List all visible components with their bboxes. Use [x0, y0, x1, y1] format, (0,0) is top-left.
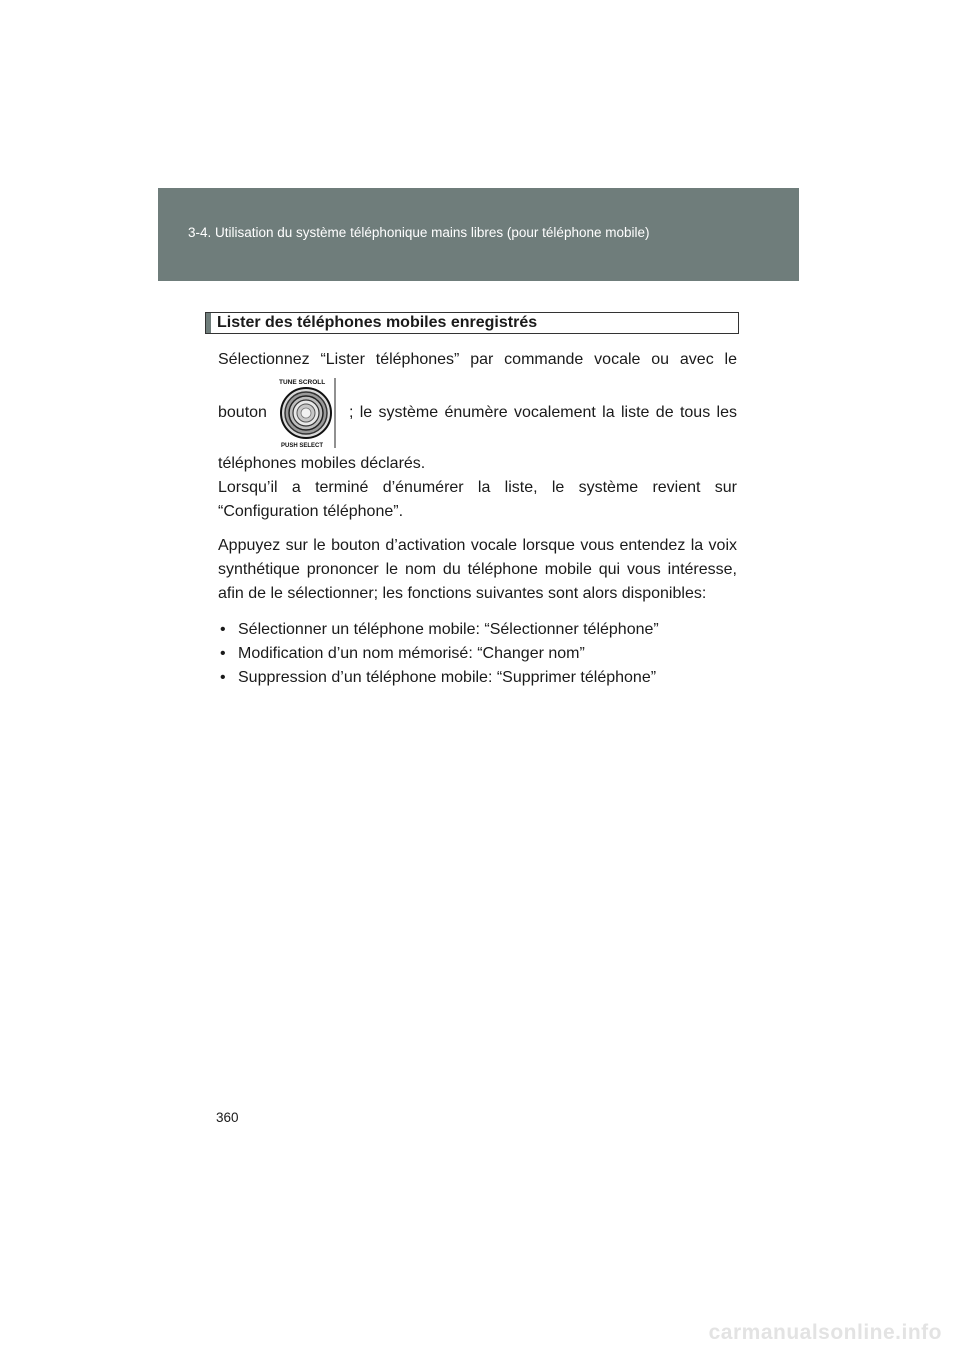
paragraph-1-line-3: téléphones mobiles déclarés. [218, 455, 426, 472]
section-title: Lister des téléphones mobiles enregistrés [217, 314, 538, 331]
paragraph-1-before-knob: bouton [218, 404, 267, 421]
chapter-header-band [158, 188, 799, 281]
paragraph-1-knob-line [218, 376, 737, 450]
section-heading-box [205, 312, 739, 334]
bullet-glyph: • [220, 645, 226, 662]
list-item-text: Sélectionner un téléphone mobile: “Sélectionner téléphone” [238, 621, 659, 638]
body-content [218, 348, 737, 690]
bullet-glyph: • [220, 621, 226, 638]
knob-top-label: TUNE SCROLL [278, 379, 326, 386]
knob-bottom-label: PUSH SELECT [280, 443, 323, 449]
paragraph-2: Lorsqu’il a terminé d’énumérer la liste, le système revient sur “Configuration téléphone”. [218, 479, 737, 520]
paragraph-1-line-1: Sélectionnez “Lister téléphones” par commande vocale ou avec le [218, 351, 737, 368]
list-item [218, 642, 737, 666]
watermark: carmanualsonline.info [708, 1321, 942, 1344]
tune-scroll-knob-icon [275, 376, 341, 450]
list-item-text: Suppression d’un téléphone mobile: “Supprimer téléphone” [238, 669, 657, 686]
paragraph-1-after-knob: ; le système énumère vocalement la liste de tous les [348, 404, 737, 421]
list-item [218, 618, 737, 642]
list-item [218, 666, 737, 690]
section-heading-accent [206, 313, 211, 333]
list-item-text: Modification d’un nom mémorisé: “Changer nom” [238, 645, 585, 662]
chapter-title: 3-4. Utilisation du système téléphonique mains libres (pour téléphone mobile) [188, 225, 650, 240]
paragraph-3: Appuyez sur le bouton d’activation vocale lorsque vous entendez la voix synthétique prononcer le nom du téléphone mobile qui vous intéresse, afin de le sélectionner; les fonctions suivantes sont alors disponibles: [218, 537, 737, 602]
bullet-glyph: • [220, 669, 226, 686]
function-list [218, 618, 737, 690]
page-number: 360 [216, 1110, 239, 1125]
